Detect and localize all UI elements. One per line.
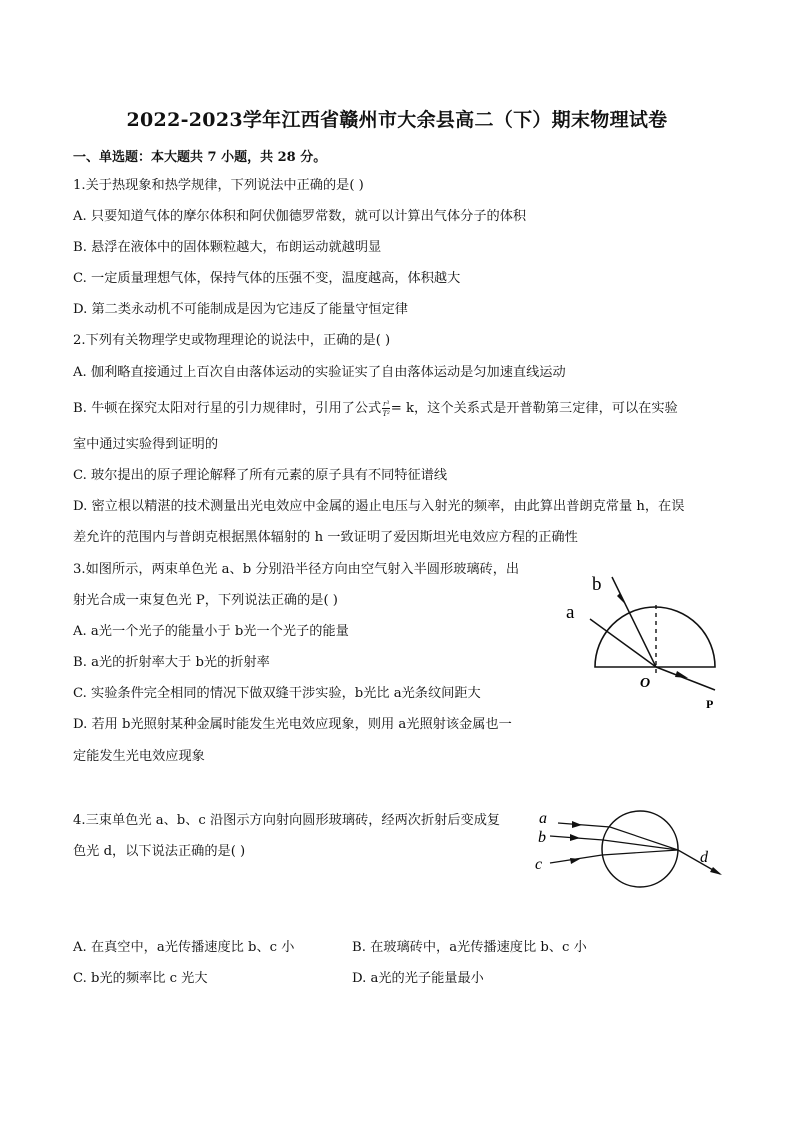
question-3-option-d-line2: 定能发生光电效应现象 bbox=[73, 749, 205, 764]
option-b-text-start: B. 牛顿在探究太阳对行星的引力规律时，引用了公式 bbox=[73, 401, 382, 416]
question-2-stem: 2.下列有关物理学史或物理理论的说法中，正确的是( ) bbox=[73, 333, 391, 348]
question-2-option-d-line2: 差允许的范围内与普朗克根据黑体辐射的 h 一致证明了爱因斯坦光电效应方程的正确性 bbox=[73, 530, 578, 545]
question-4-option-c: C. b光的频率比 c 光大 bbox=[73, 971, 208, 986]
question-1-option-a: A. 只要知道气体的摩尔体积和阿伏伽德罗常数，就可以计算出气体分子的体积 bbox=[73, 209, 527, 224]
question-4-option-d: D. a光的光子能量最小 bbox=[352, 971, 484, 986]
question-2-option-a: A. 伽利略直接通过上百次自由落体运动的实验证实了自由落体运动是匀加速直线运动 bbox=[73, 365, 566, 380]
fraction-numerator: r³ bbox=[383, 399, 389, 408]
question-2-option-c: C. 玻尔提出的原子理论解释了所有元素的原子具有不同特征谱线 bbox=[73, 468, 448, 483]
ray-b bbox=[612, 577, 656, 667]
question-1-option-c: C. 一定质量理想气体，保持气体的压强不变，温度越高，体积越大 bbox=[73, 271, 461, 286]
label-d: d bbox=[700, 849, 708, 866]
arrow-a bbox=[572, 821, 582, 828]
option-b-text-end: = k，这个关系式是开普勒第三定律，可以在实验 bbox=[390, 401, 678, 416]
question-2-option-d-line1: D. 密立根以精湛的技术测量出光电效应中金属的遏止电压与入射光的频率，由此算出普朗克常量 h，在误 bbox=[73, 499, 685, 514]
question-2-option-b-line2: 室中通过实验得到证明的 bbox=[73, 437, 219, 452]
question-3-option-a: A. a光一个光子的能量小于 b光一个光子的能量 bbox=[73, 624, 349, 639]
label-a: a bbox=[539, 810, 547, 827]
question-3-option-d-line1: D. 若用 b光照射某种金属时能发生光电效应现象，则用 a光照射该金属也一 bbox=[73, 717, 512, 732]
question-1-option-b: B. 悬浮在液体中的固体颗粒越大，布朗运动就越明显 bbox=[73, 240, 382, 255]
label-a: a bbox=[566, 602, 575, 623]
question-3-option-c: C. 实验条件完全相同的情况下做双缝干涉实验，b光比 a光条纹间距大 bbox=[73, 686, 481, 701]
label-p: P bbox=[706, 697, 714, 711]
question-3-option-b: B. a光的折射率大于 b光的折射率 bbox=[73, 655, 270, 670]
ray-p bbox=[656, 667, 715, 690]
arrow-p bbox=[675, 671, 688, 678]
question-3-stem-line1: 3.如图所示，两束单色光 a、b 分别沿半径方向由空气射入半圆形玻璃砖，出 bbox=[73, 562, 520, 577]
question-2-option-b-line1 bbox=[73, 399, 678, 418]
section-heading: 一、单选题：本大题共 7 小题，共 28 分。 bbox=[73, 150, 327, 165]
arrow-c bbox=[570, 858, 580, 864]
question-1-option-d: D. 第二类永动机不可能制成是因为它违反了能量守恒定律 bbox=[73, 302, 408, 317]
label-c: c bbox=[535, 856, 543, 873]
fraction-denominator: T² bbox=[382, 409, 390, 418]
question-1-stem: 1.关于热现象和热学规律，下列说法中正确的是( ) bbox=[73, 178, 364, 193]
question-4-stem-line2: 色光 d，以下说法正确的是( ) bbox=[73, 844, 246, 859]
semicircle-glass-brick bbox=[595, 607, 715, 667]
kepler-fraction bbox=[382, 399, 390, 418]
circular-prism-figure bbox=[530, 800, 730, 900]
arrow-b bbox=[570, 834, 580, 841]
label-b: b bbox=[538, 829, 546, 846]
label-o: O bbox=[640, 676, 651, 691]
question-4-option-a: A. 在真空中，a光传播速度比 b、c 小 bbox=[73, 940, 295, 955]
label-b: b bbox=[592, 574, 602, 595]
ray-a bbox=[558, 823, 610, 827]
question-3-stem-line2: 射光合成一束复色光 P，下列说法正确的是( ) bbox=[73, 593, 338, 608]
arrow-d bbox=[710, 867, 722, 875]
question-4-option-b: B. 在玻璃砖中，a光传播速度比 b、c 小 bbox=[352, 940, 587, 955]
page-title: 2022-2023学年江西省赣州市大余县高二（下）期末物理试卷 bbox=[126, 109, 668, 131]
question-4-stem-line1: 4.三束单色光 a、b、c 沿图示方向射向圆形玻璃砖，经两次折射后变成复 bbox=[73, 813, 501, 828]
semicircle-prism-figure bbox=[560, 565, 735, 715]
